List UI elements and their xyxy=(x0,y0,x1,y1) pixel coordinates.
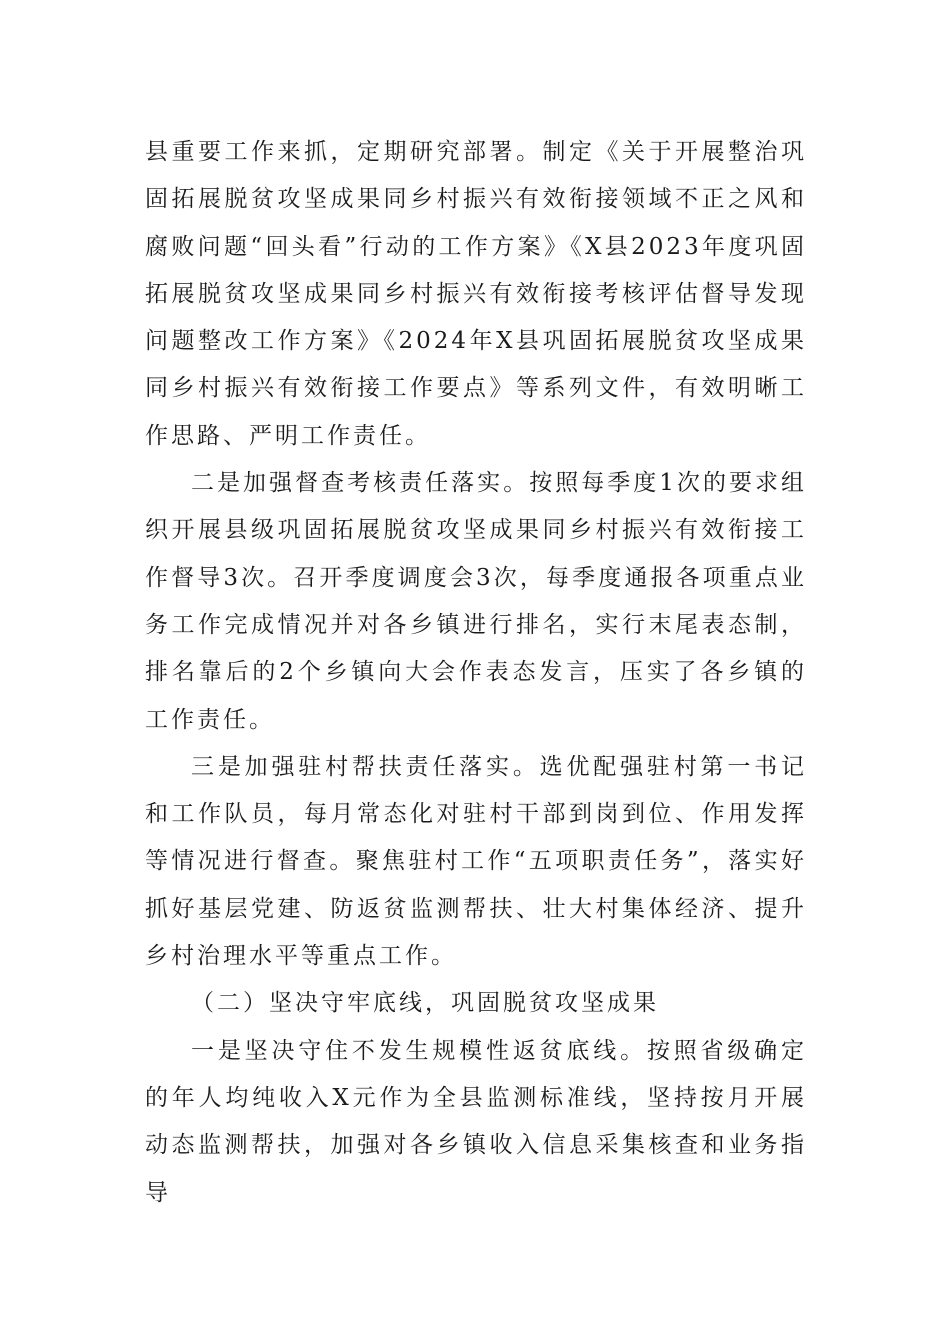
paragraph-supervision: 二是加强督查考核责任落实。按照每季度1次的要求组织开展县级巩固拓展脱贫攻坚成果同乡村振兴有效衔接工作督导3次。召开季度调度会3次，每季度通报各项重点业务工作完成情况并对各乡镇进行排名，实行末尾表态制，排名靠后的2个乡镇向大会作表态发言，压实了各乡镇的工作责任。 xyxy=(145,470,807,733)
paragraph-continuation: 县重要工作来抓，定期研究部署。制定《关于开展整治巩固拓展脱贫攻坚成果同乡村振兴有效衔接领域不正之风和腐败问题“回头看”行动的工作方案》《X县2023年度巩固拓展脱贫攻坚成果同乡村振兴有效衔接考核评估督导发现问题整改工作方案》《2024年X县巩固拓展脱贫攻坚成果同乡村振兴有效衔接工作要点》等系列文件，有效明晰工作思路、严明工作责任。 xyxy=(145,139,807,449)
paragraph-village-assistance: 三是加强驻村帮扶责任落实。选优配强驻村第一书记和工作队员，每月常态化对驻村干部到岗到位、作用发挥等情况进行督查。聚焦驻村工作“五项职责任务”，落实好抓好基层党建、防返贫监测帮扶、壮大村集体经济、提升乡村治理水平等重点工作。 xyxy=(145,753,807,970)
paragraph-bottom-line: 一是坚决守住不发生规模性返贫底线。按照省级确定的年人均纯收入X元作为全县监测标准线，坚持按月开展动态监测帮扶，加强对各乡镇收入信息采集核查和业务指导 xyxy=(145,1037,807,1206)
section-heading: （二）坚决守牢底线，巩固脱贫攻坚成果 xyxy=(191,990,659,1017)
document-body xyxy=(145,129,807,1217)
